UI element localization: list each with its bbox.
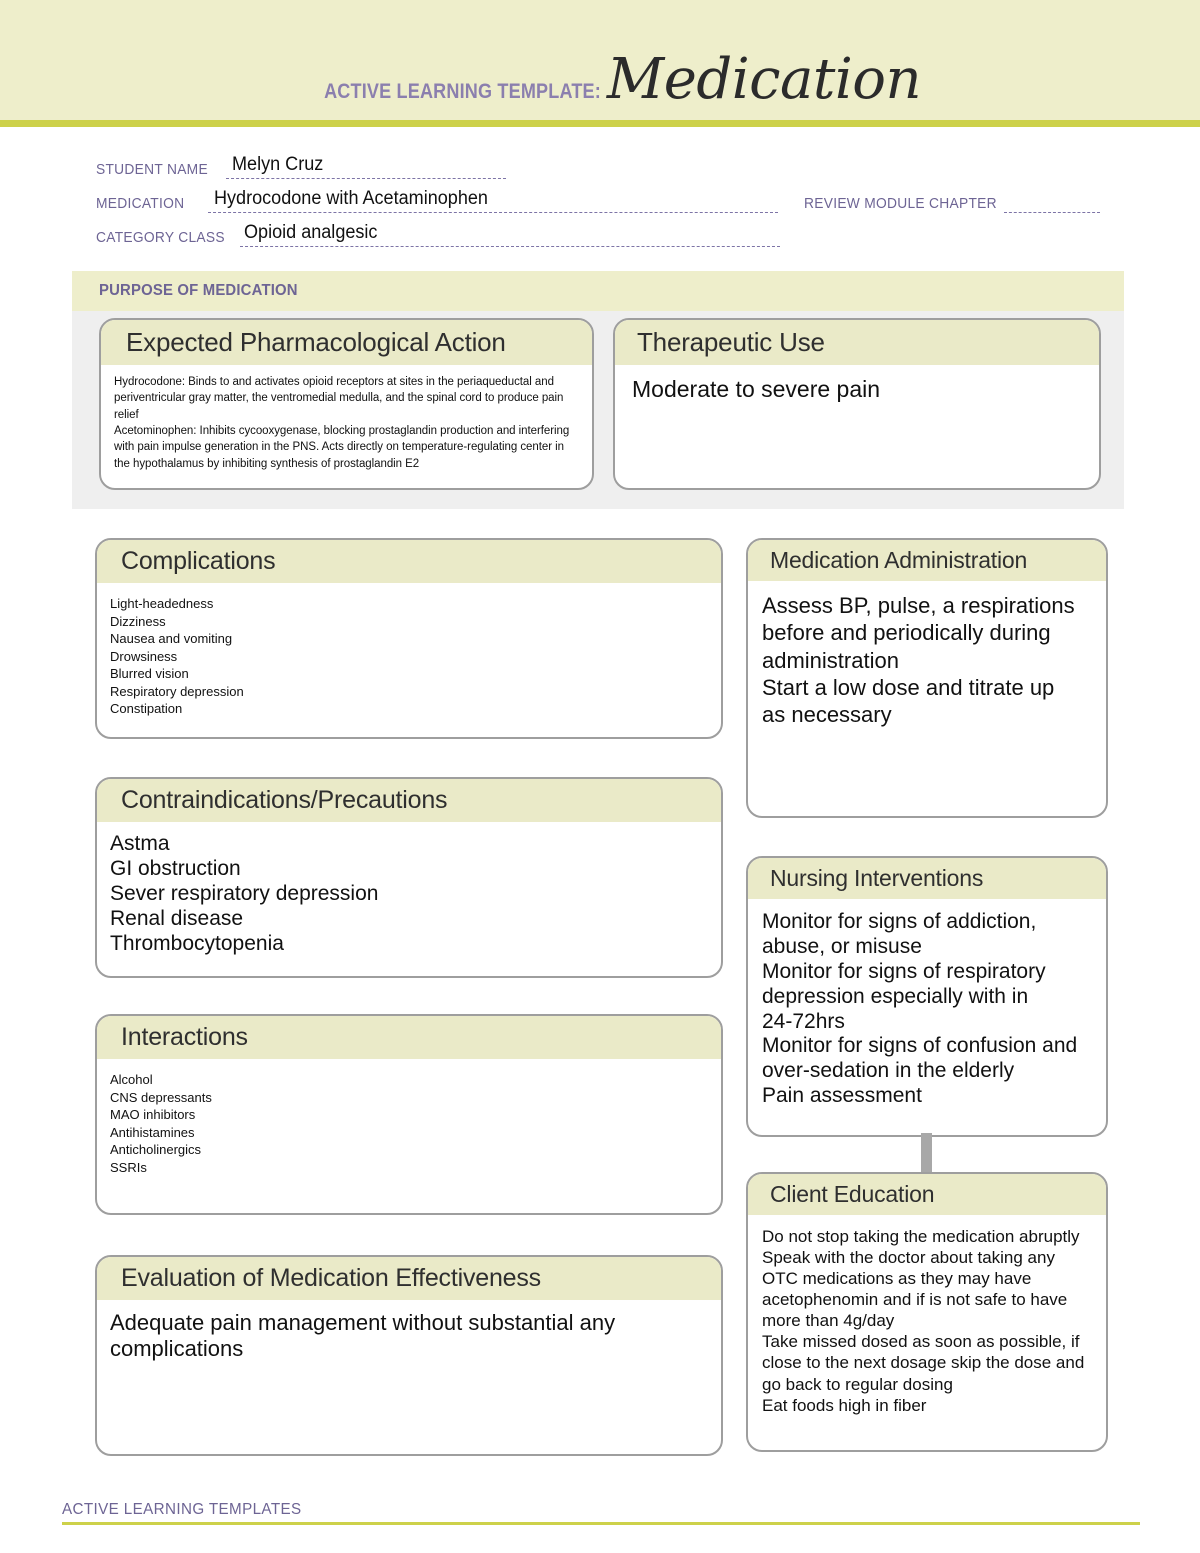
therapeutic-use-card xyxy=(613,318,1101,490)
nursing-interventions-line: abuse, or misuse xyxy=(762,934,922,958)
category-class-label: CATEGORY CLASS xyxy=(96,229,225,246)
evaluation-line: Adequate pain management without substantial any complications xyxy=(110,1310,616,1362)
footer-label: ACTIVE LEARNING TEMPLATES xyxy=(62,1501,302,1518)
therapeutic-use-heading: Therapeutic Use xyxy=(615,320,1099,365)
header-eyebrow-label: ACTIVE LEARNING TEMPLATE: xyxy=(323,80,601,103)
footer-accent-rule xyxy=(62,1522,1140,1525)
student-name-value[interactable]: Melyn Cruz xyxy=(232,154,324,175)
client-education-card xyxy=(746,1172,1108,1452)
nursing-interventions-body xyxy=(748,899,1106,1119)
nursing-interventions-line: 24-72hrs xyxy=(762,1009,845,1033)
medication-administration-line: administration xyxy=(762,647,899,673)
category-class-row xyxy=(96,218,1106,252)
nursing-interventions-line: Monitor for signs of confusion and xyxy=(762,1034,1078,1058)
complications-item: Drowsiness xyxy=(110,648,178,664)
complications-item: Dizziness xyxy=(110,613,166,629)
client-education-line: close to the next dosage skip the dose and xyxy=(762,1353,1085,1373)
contraindications-item: Renal disease xyxy=(110,906,244,930)
complications-item: Light-headedness xyxy=(110,596,214,611)
complications-heading: Complications xyxy=(97,540,721,583)
complications-body xyxy=(97,583,721,728)
medication-administration-card xyxy=(746,538,1108,818)
client-education-line: go back to regular dosing xyxy=(762,1374,953,1394)
header-title-group xyxy=(0,47,1200,112)
review-module-chapter-underline xyxy=(1004,212,1100,213)
student-name-label: STUDENT NAME xyxy=(96,161,208,178)
purpose-of-medication-section xyxy=(72,271,1124,509)
medication-administration-line: before and periodically during xyxy=(762,620,1051,646)
complications-item: Blurred vision xyxy=(110,666,189,682)
complications-item: Nausea and vomiting xyxy=(110,631,233,647)
medication-administration-line: as necessary xyxy=(762,702,892,728)
expected-action-line: Acetominophen: Inhibits cycooxygenase, blocking prostaglandin production and interfering with pain impulse generation in the PNS. Acts directly on temperature-regulating center in the hypothalamus by inhibiting synthesis of prostaglandin E2 xyxy=(114,424,570,470)
therapeutic-use-line: Moderate to severe pain xyxy=(632,376,881,402)
contraindications-precautions-body xyxy=(97,822,721,967)
medication-administration-line: Start a low dose and titrate up xyxy=(762,674,1055,700)
expected-pharmacological-action-heading: Expected Pharmacological Action xyxy=(101,320,592,365)
interactions-item: MAO inhibitors xyxy=(110,1107,196,1123)
interactions-body xyxy=(97,1059,721,1186)
interactions-item: Alcohol xyxy=(110,1072,153,1087)
interactions-item: Anticholinergics xyxy=(110,1142,202,1158)
nursing-interventions-line: Pain assessment xyxy=(762,1084,922,1108)
medication-underline xyxy=(208,212,778,213)
client-education-line: Speak with the doctor about taking any xyxy=(762,1248,1055,1268)
purpose-section-band xyxy=(72,271,1124,311)
expected-pharmacological-action-body xyxy=(101,365,592,481)
interactions-item: SSRIs xyxy=(110,1159,147,1175)
page-title: Medication xyxy=(606,47,922,112)
client-education-body xyxy=(748,1215,1106,1426)
category-class-underline xyxy=(240,246,780,247)
card-connector-bar xyxy=(921,1133,932,1175)
complications-card xyxy=(95,538,723,739)
contraindications-item: Sever respiratory depression xyxy=(110,881,379,905)
nursing-interventions-card xyxy=(746,856,1108,1137)
nursing-interventions-line: depression especially with in xyxy=(762,984,1029,1008)
contraindications-item: GI obstruction xyxy=(110,856,241,880)
contraindications-item: Astma xyxy=(110,832,170,855)
medication-administration-heading: Medication Administration xyxy=(748,540,1106,581)
purpose-section-label: PURPOSE OF MEDICATION xyxy=(99,282,298,299)
medication-administration-body xyxy=(748,581,1106,738)
medication-administration-line: Assess BP, pulse, a respirations xyxy=(762,593,1075,618)
contraindications-item: Thrombocytopenia xyxy=(110,931,284,955)
student-name-row xyxy=(96,150,1106,184)
interactions-card xyxy=(95,1014,723,1215)
client-education-line: acetophenomin and if is not safe to have xyxy=(762,1290,1068,1310)
nursing-interventions-heading: Nursing Interventions xyxy=(748,858,1106,899)
medication-row xyxy=(96,184,1106,218)
client-education-line: more than 4g/day xyxy=(762,1311,895,1331)
client-education-line: OTC medications as they may have xyxy=(762,1269,1032,1289)
medication-label: MEDICATION xyxy=(96,195,185,212)
complications-item: Respiratory depression xyxy=(110,683,244,699)
nursing-interventions-line: Monitor for signs of addiction, xyxy=(762,910,1037,933)
evaluation-of-medication-effectiveness-card xyxy=(95,1255,723,1456)
identification-fields xyxy=(96,150,1106,252)
nursing-interventions-line: over-sedation in the elderly xyxy=(762,1059,1015,1083)
contraindications-precautions-heading: Contraindications/Precautions xyxy=(97,779,721,822)
category-class-value[interactable]: Opioid analgesic xyxy=(244,222,378,243)
expected-action-line: Hydrocodone: Binds to and activates opioid receptors at sites in the periaqueductal and periventricular gray matter, the ventromedial medulla, and the spinal cord to produce pain relief xyxy=(114,376,564,421)
interactions-item: CNS depressants xyxy=(110,1089,212,1105)
therapeutic-use-body xyxy=(615,365,1099,413)
client-education-line: Do not stop taking the medication abruptly xyxy=(762,1227,1080,1246)
client-education-line: Take missed dosed as soon as possible, if xyxy=(762,1332,1080,1352)
client-education-line: Eat foods high in fiber xyxy=(762,1395,927,1415)
medication-value[interactable]: Hydrocodone with Acetaminophen xyxy=(214,188,488,209)
evaluation-body xyxy=(97,1300,721,1373)
page-header-banner xyxy=(0,0,1200,120)
interactions-item: Antihistamines xyxy=(110,1124,195,1140)
complications-item: Constipation xyxy=(110,701,183,717)
page-footer xyxy=(62,1501,1140,1525)
review-module-chapter-label: REVIEW MODULE CHAPTER xyxy=(804,195,997,212)
interactions-heading: Interactions xyxy=(97,1016,721,1059)
contraindications-precautions-card xyxy=(95,777,723,978)
header-accent-rule xyxy=(0,120,1200,127)
nursing-interventions-line: Monitor for signs of respiratory xyxy=(762,959,1046,983)
student-name-underline xyxy=(226,178,506,179)
client-education-heading: Client Education xyxy=(748,1174,1106,1215)
evaluation-heading: Evaluation of Medication Effectiveness xyxy=(97,1257,721,1300)
expected-pharmacological-action-card xyxy=(99,318,594,490)
